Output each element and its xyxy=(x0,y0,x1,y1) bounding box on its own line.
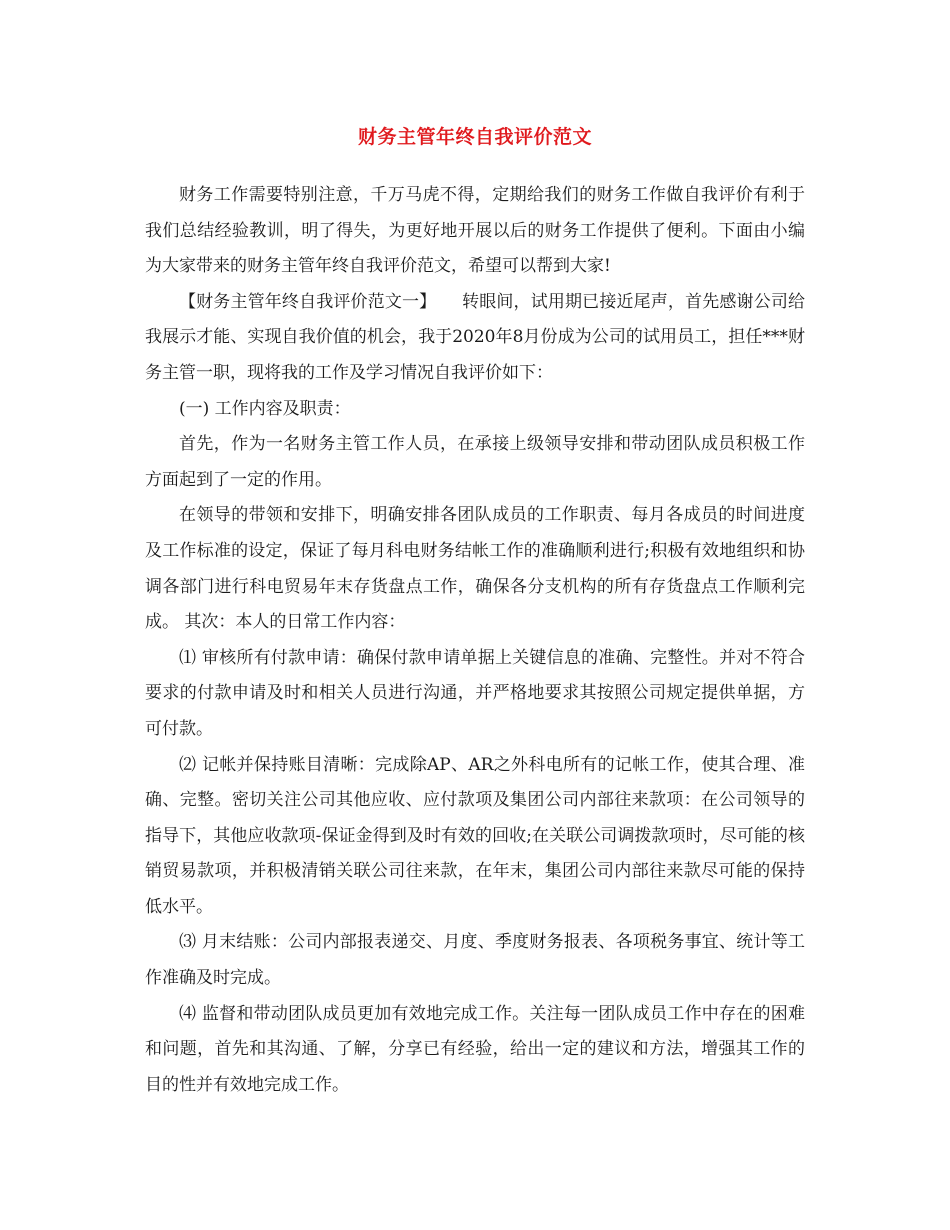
paragraph-item-1: ⑴ 审核所有付款申请：确保付款申请单据上关键信息的准确、完整性。并对不符合要求的付款申请及时和相关人员进行沟通，并严格地要求其按照公司规定提供单据，方可付款。 xyxy=(145,647,805,739)
paragraph-intro: 财务工作需要特别注意，千万马虎不得，定期给我们的财务工作做自我评价有利于我们总结经验教训，明了得失，为更好地开展以后的财务工作提供了便利。下面由小编为大家带来的财务主管年终自我评价范文，希望可以帮到大家! xyxy=(145,185,805,277)
paragraph-sample-one: 【财务主管年终自我评价范文一】 转眼间，试用期已接近尾声，首先感谢公司给我展示才能、实现自我价值的机会，我于2020年8月份成为公司的试用员工，担任***财务主管一职，现将我的工作及学习情况自我评价如下： xyxy=(145,291,805,383)
paragraph-item-2: ⑵ 记帐并保持账目清晰：完成除AP、AR之外科电所有的记帐工作，使其合理、准确、完整。密切关注公司其他应收、应付款项及集团公司内部往来款项：在公司领导的指导下，其他应收款项-保证金得到及时有效的回收;在关联公司调拨款项时，尽可能的核销贸易款项，并积极清销关联公司往来款，在年末，集团公司内部往来款尽可能的保持低水平。 xyxy=(145,754,805,917)
paragraph-item-4: ⑷ 监督和带动团队成员更加有效地完成工作。关注每一团队成员工作中存在的困难和问题，首先和其沟通、了解，分享已有经验，给出一定的建议和方法，增强其工作的目的性并有效地完成工作。 xyxy=(145,1003,805,1095)
paragraph-section-heading: (一) 工作内容及职责： xyxy=(179,398,351,419)
paragraph-item-3: ⑶ 月末结账：公司内部报表递交、月度、季度财务报表、各项税务事宜、统计等工作准确及时完成。 xyxy=(145,932,805,989)
document-title: 财务主管年终自我评价范文 xyxy=(357,126,592,148)
paragraph-leadership: 在领导的带领和安排下，明确安排各团队成员的工作职责、每月各成员的时间进度及工作标准的设定，保证了每月科电财务结帐工作的准确顺利进行;积极有效地组织和协调各部门进行科电贸易年末存货盘点工作，确保各分支机构的所有存货盘点工作顺利完成。 其次：本人的日常工作内容： xyxy=(145,505,805,633)
paragraph-first: 首先，作为一名财务主管工作人员，在承接上级领导安排和带动团队成员积极工作方面起到了一定的作用。 xyxy=(145,434,805,490)
document-body xyxy=(145,178,805,1103)
